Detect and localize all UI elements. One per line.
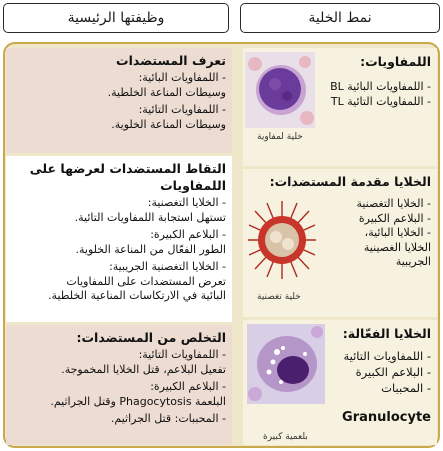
cell-items-effector [343, 348, 431, 396]
row-apc-function [6, 156, 232, 322]
function-title-recognize: تعرف المستضدات [116, 53, 226, 68]
function-line: البائية في الارتكاسات المناعية الخلطية. [48, 289, 226, 302]
row-lymphocytes-type [243, 48, 437, 166]
cell-title-lymphocytes: اللمفاويات: [360, 54, 431, 69]
function-line: وسيطات المناعة الخلطية. [107, 85, 226, 99]
row-apc-type [243, 169, 437, 317]
function-line: - اللمفاويات التائية: [138, 348, 226, 361]
granulocyte-label: Granulocyte [342, 410, 431, 425]
function-line: تعرض المستضدات على اللمفاويات [66, 274, 226, 288]
function-line: - اللمفاويات التائية: [138, 103, 226, 116]
row-lymphocytes-function [6, 48, 232, 153]
lymphocyte-image [245, 52, 315, 128]
function-line: تفعيل البلاعم، قتل الخلايا المخموجة. [61, 362, 226, 376]
function-line: - الخلايا التغصنية الجريبية: [109, 260, 226, 273]
caption-lymphocyte: خلية لمفاوية [257, 132, 303, 142]
cell-item: - الخلايا التغصنية [356, 197, 431, 210]
cell-item: - البلاعم الكبيرة [358, 211, 431, 225]
row-effector-function [6, 325, 232, 445]
cell-item: الخلايا الغصينية [363, 240, 431, 254]
cell-item: الجريبية [395, 255, 431, 268]
function-line: الطور الفعّال من المناعة الخلوية. [75, 242, 226, 256]
function-line: - البلاعم الكبيرة: [150, 228, 226, 241]
header-cell-type: نمط الخلية [240, 3, 440, 33]
row-effector-type [243, 320, 437, 445]
caption-dendritic-cell: خلية تغصنية [257, 292, 301, 302]
cell-item: - الخلايا البائية، [364, 226, 431, 239]
header-main-function: وظيفتها الرئيسية [3, 3, 229, 33]
cell-item: - اللمفاويات التائية [343, 349, 431, 363]
caption-macrophage: بلعمية كبيرة [263, 432, 308, 442]
cell-item: - البلاعم الكبيرة [355, 365, 431, 379]
function-line: - البلاعم الكبيرة: [150, 380, 226, 393]
cell-items-apc [356, 197, 431, 270]
dendritic-cell-image [245, 197, 319, 283]
function-line: وسيطات المناعة الخلوية. [111, 117, 226, 131]
function-line: - اللمفاويات البائية: [138, 71, 226, 84]
function-line: البلعمة Phagocytosis وقتل الجراثيم. [50, 394, 226, 408]
function-title-capture: التقاط المستضدات لعرضها على اللمفاويات [29, 161, 226, 193]
cell-title-apc: الخلايا مقدمة المستضدات: [269, 174, 431, 189]
cell-item: - اللمفاويات التائية TL [330, 94, 431, 108]
cell-title-effector: الخلايا الفعّالة: [342, 326, 431, 341]
function-title-eliminate: التخلص من المستضدات: [76, 330, 226, 345]
cell-items-lymphocytes [330, 80, 431, 109]
macrophage-image [247, 324, 325, 404]
cell-item: - اللمفاويات البائية BL [330, 80, 431, 93]
function-line: - الخلايا التغصنية: [147, 196, 226, 209]
function-line: - المحببات: قتل الجراثيم. [110, 412, 226, 425]
cell-item: - المحببات [381, 381, 431, 395]
function-line: تستهل استجابة اللمفاويات التائية. [74, 210, 226, 224]
